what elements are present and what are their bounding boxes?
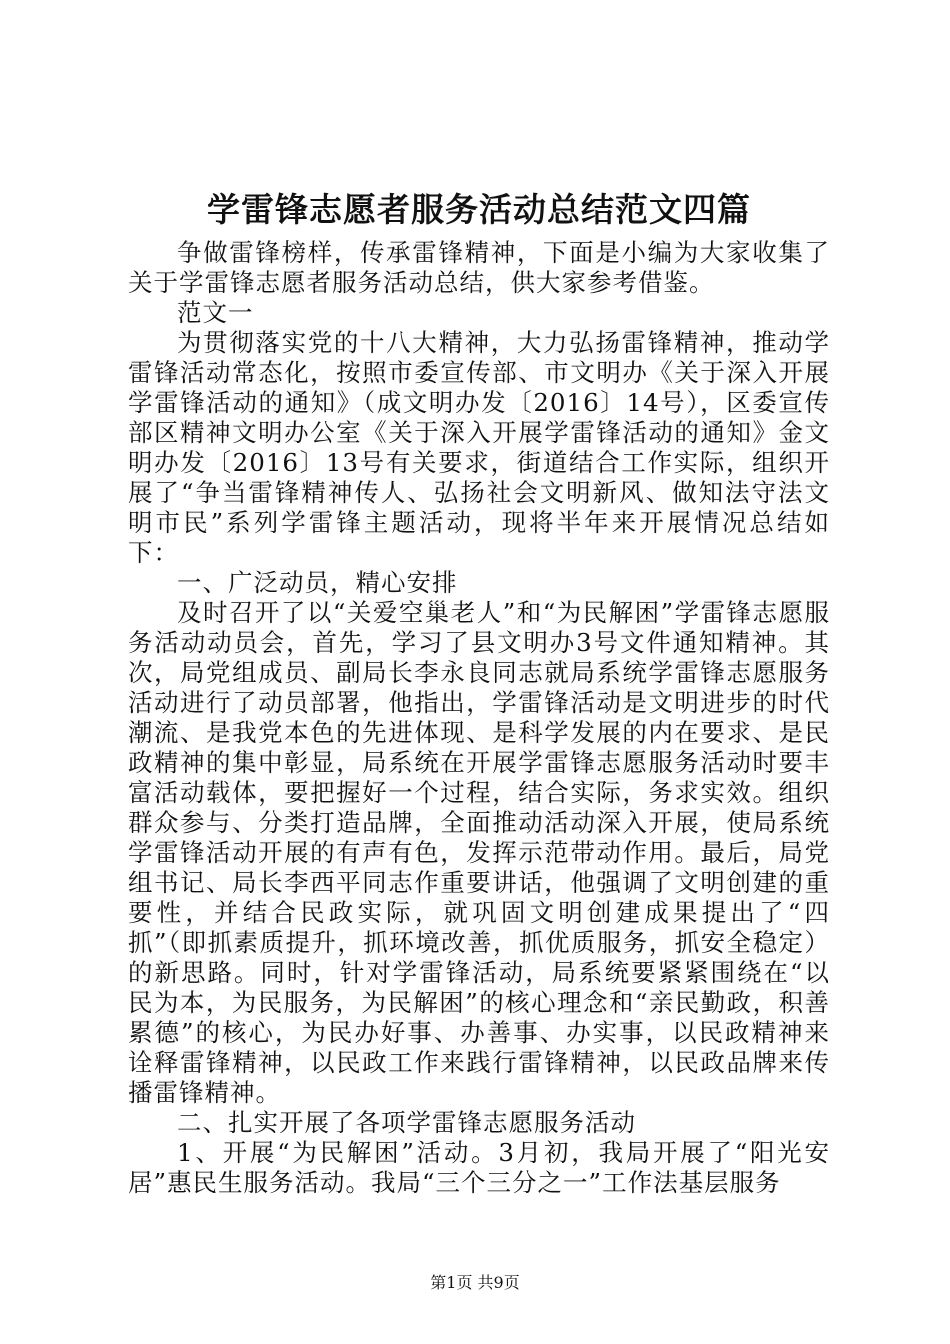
section-label-sample-one: 范文一 <box>177 298 254 327</box>
document-body <box>128 182 830 1198</box>
page-footer: 第1页 共9页 <box>430 1273 520 1292</box>
intro-paragraph: 争做雷锋榜样，传承雷锋精神，下面是小编为大家收集了关于学雷锋志愿者服务活动总结，供大家参考借鉴。 <box>128 238 830 297</box>
body-paragraph: 为贯彻落实党的十八大精神，大力弘扬雷锋精神，推动学雷锋活动常态化，按照市委宣传部、市文明办《关于深入开展学雷锋活动的通知》（成文明办发〔2016〕14号），区委宣传部区精神文明办公室《关于深入开展学雷锋活动的通知》金文明办发〔2016〕13号有关要求，街道结合工作实际，组织开展了“争当雷锋精神传人、弘扬社会文明新风、做知法守法文明市民”系列学雷锋主题活动，现将半年来开展情况总结如下： <box>128 328 830 567</box>
document-title: 学雷锋志愿者服务活动总结范文四篇 <box>207 190 751 229</box>
section-heading-two: 二、扎实开展了各项学雷锋志愿服务活动 <box>177 1108 636 1137</box>
body-paragraph: 1、开展“为民解困”活动。3月初，我局开展了“阳光安居”惠民生服务活动。我局“三个三分之一”工作法基层服务 <box>128 1138 830 1197</box>
body-paragraph: 及时召开了以“关爱空巢老人”和“为民解困”学雷锋志愿服务活动动员会，首先，学习了县文明办3号文件通知精神。其次，局党组成员、副局长李永良同志就局系统学雷锋志愿服务活动进行了动员部署，他指出，学雷锋活动是文明进步的时代潮流、是我党本色的先进体现、是科学发展的内在要求、是民政精神的集中彰显，局系统在开展学雷锋志愿服务活动时要丰富活动载体，要把握好一个过程，结合实际，务求实效。组织群众参与、分类打造品牌，全面推动活动深入开展，使局系统学雷锋活动开展的有声有色，发挥示范带动作用。最后，局党组书记、局长李西平同志作重要讲话，他强调了文明创建的重要性，并结合民政实际，就巩固文明创建成果提出了“四抓”（即抓素质提升，抓环境改善，抓优质服务，抓安全稳定）的新思路。同时，针对学雷锋活动，局系统要紧紧围绕在“以民为本，为民服务，为民解困”的核心理念和“亲民勤政，积善累德”的核心，为民办好事、办善事、办实事，以民政精神来诠释雷锋精神，以民政工作来践行雷锋精神，以民政品牌来传播雷锋精神。 <box>128 598 830 1107</box>
section-heading-one: 一、广泛动员，精心安排 <box>177 568 458 597</box>
